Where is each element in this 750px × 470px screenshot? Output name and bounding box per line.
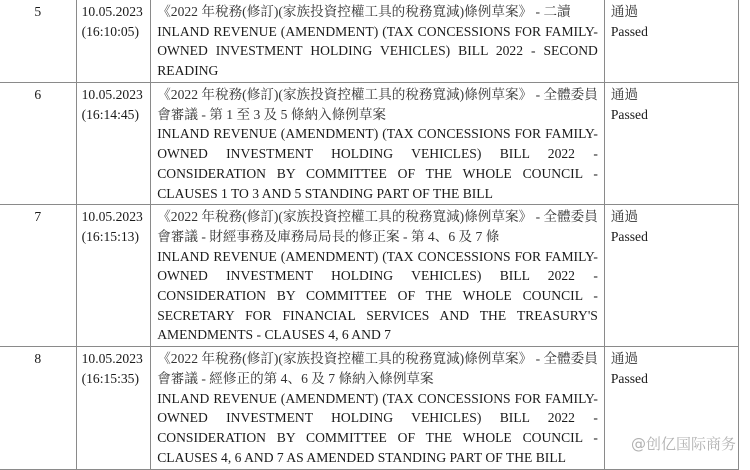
motion-title-en: INLAND REVENUE (AMENDMENT) (TAX CONCESSIONS FOR FAMILY-OWNED INVESTMENT HOLDING VEHICLES) BILL 2022 - SECOND READING (157, 23, 598, 79)
result-cell (604, 0, 738, 83)
date-time-cell (76, 347, 151, 470)
result-cell (604, 205, 738, 347)
date: 10.05.2023 (81, 209, 143, 225)
result-zh: 通過 (610, 351, 639, 367)
motion-cell (151, 205, 605, 347)
item-number: 5 (0, 0, 76, 83)
result-en: Passed (610, 228, 648, 244)
result-cell (604, 83, 738, 205)
item-number: 7 (0, 205, 76, 347)
motion-title-zh: 《2022 年稅務(修訂)(家族投資控權工具的稅務寬減)條例草案》 - 全體委員會審議 - 財經事務及庫務局局長的修正案 - 第 4、6 及 7 條 (157, 209, 598, 244)
date: 10.05.2023 (81, 4, 143, 19)
result-en: Passed (610, 370, 648, 386)
motion-title-en: INLAND REVENUE (AMENDMENT) (TAX CONCESSIONS FOR FAMILY-OWNED INVESTMENT HOLDING VEHICLES) BILL 2022 - CONSIDERATION BY COMMITTEE OF THE WHOLE COUNCIL - CLAUSES 4, 6 AND 7 AS AMENDED STANDING PART OF THE BILL (157, 390, 598, 465)
date-time-cell (76, 205, 151, 347)
result-en: Passed (610, 106, 648, 122)
watermark: @创亿国际商务 (630, 435, 736, 453)
motion-cell (151, 0, 605, 83)
date: 10.05.2023 (81, 87, 143, 102)
result-en: Passed (610, 23, 648, 39)
date-time-cell (76, 83, 151, 205)
table-row (0, 205, 739, 347)
result-zh: 通過 (610, 209, 639, 225)
table-row (0, 0, 739, 83)
result-zh: 通過 (610, 4, 639, 19)
time: (16:14:45) (81, 106, 139, 122)
table-row (0, 347, 739, 470)
motion-title-zh: 《2022 年稅務(修訂)(家族投資控權工具的稅務寬減)條例草案》 - 全體委員會審議 - 第 1 至 3 及 5 條納入條例草案 (157, 87, 598, 122)
result-zh: 通過 (610, 87, 639, 102)
item-number: 6 (0, 83, 76, 205)
motion-title-en: INLAND REVENUE (AMENDMENT) (TAX CONCESSIONS FOR FAMILY-OWNED INVESTMENT HOLDING VEHICLES) BILL 2022 - CONSIDERATION BY COMMITTEE OF THE WHOLE COUNCIL - SECRETARY FOR FINANCIAL SERVICES AND THE TREASURY'S AMENDMENTS - CLAUSES 4, 6 AND 7 (157, 248, 598, 343)
time: (16:15:13) (81, 228, 139, 244)
date: 10.05.2023 (81, 351, 143, 367)
date-time-cell (76, 0, 151, 83)
item-number: 8 (0, 347, 76, 470)
motion-title-zh: 《2022 年稅務(修訂)(家族投資控權工具的稅務寬減)條例草案》 - 全體委員會審議 - 經修正的第 4、6 及 7 條納入條例草案 (157, 351, 598, 386)
motion-title-zh: 《2022 年稅務(修訂)(家族投資控權工具的稅務寬減)條例草案》 - 二讀 (157, 4, 571, 19)
motion-cell (151, 83, 605, 205)
motion-cell (151, 347, 605, 470)
time: (16:10:05) (81, 23, 139, 39)
table-row (0, 83, 739, 205)
motion-title-en: INLAND REVENUE (AMENDMENT) (TAX CONCESSIONS FOR FAMILY-OWNED INVESTMENT HOLDING VEHICLES) BILL 2022 - CONSIDERATION BY COMMITTEE OF THE WHOLE COUNCIL - CLAUSES 1 TO 3 AND 5 STANDING PART OF THE BILL (157, 126, 598, 201)
time: (16:15:35) (81, 370, 139, 386)
